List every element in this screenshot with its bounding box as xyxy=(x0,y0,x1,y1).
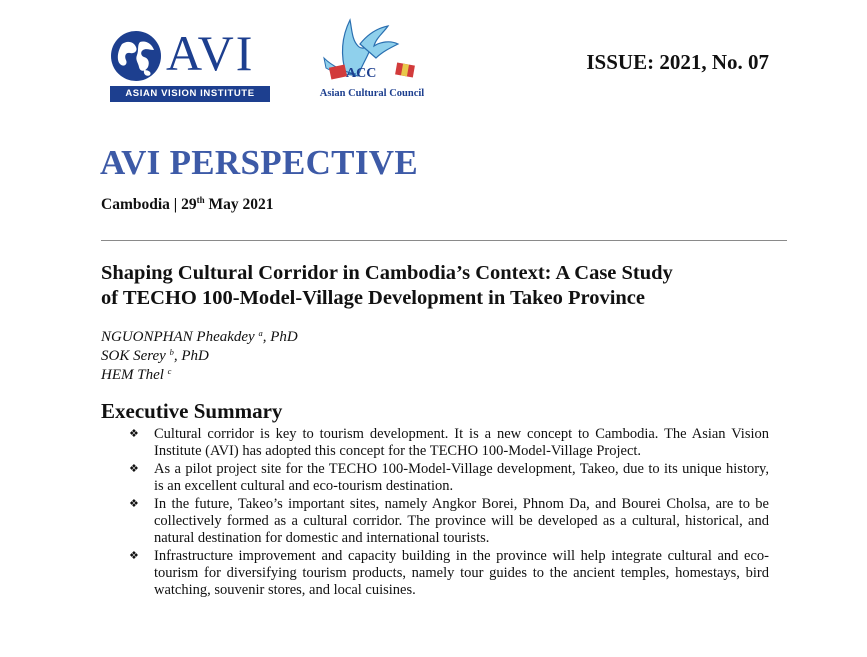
author xyxy=(101,366,298,385)
avi-subtitle: ASIAN VISION INSTITUTE xyxy=(110,86,270,102)
author-degree: , PhD xyxy=(262,329,298,345)
list-item-text: As a pilot project site for the TECHO 100-Model-Village development, Takeo, due to its unique history, is an excellent cultural and eco-tourism destination. xyxy=(154,461,769,494)
list-item xyxy=(129,461,769,495)
author-name: SOK Serey xyxy=(101,348,170,364)
avi-wordmark: AVI xyxy=(166,25,255,81)
globe-icon xyxy=(110,30,162,82)
avi-logo xyxy=(110,25,270,104)
author-affiliation: b xyxy=(169,347,174,357)
author-list xyxy=(101,328,298,385)
acc-abbreviation: ACC xyxy=(346,66,377,81)
list-item-text: In the future, Takeo’s important sites, namely Angkor Borei, Phnom Da, and Bourei Cholsa, are to be collectively formed as a cultural corridor. The province will be developed as a cultural, historical, and natural destination for domestic and international tourists. xyxy=(154,496,769,546)
list-item-text: Infrastructure improvement and capacity building in the province will help integrate cultural and eco-tourism for diversifying tourism products, namely tour guides to the ancient temples, homestays, bird watching, souvenir stores, and local cuisines. xyxy=(154,548,769,598)
author xyxy=(101,328,298,347)
article-title-line-2: of TECHO 100-Model-Village Development in Takeo Province xyxy=(101,287,645,309)
diamond-bullet-icon: ❖ xyxy=(129,428,139,440)
divider xyxy=(101,240,787,241)
author-affiliation: a xyxy=(258,328,263,338)
publication-title: AVI PERSPECTIVE xyxy=(100,143,418,182)
acc-name: Asian Cultural Council xyxy=(319,88,425,99)
author xyxy=(101,347,298,366)
author-degree: , PhD xyxy=(173,348,209,364)
issue-number: ISSUE: 2021, No. 07 xyxy=(586,50,769,74)
article-title-line-1: Shaping Cultural Corridor in Cambodia’s Context: A Case Study xyxy=(101,262,673,284)
dateline xyxy=(101,196,273,214)
section-heading: Executive Summary xyxy=(101,399,283,423)
dateline-sup: th xyxy=(196,195,205,205)
author-affiliation: c xyxy=(167,366,172,376)
diamond-bullet-icon: ❖ xyxy=(129,498,139,510)
author-name: HEM Thel xyxy=(101,367,168,383)
list-item xyxy=(129,548,769,599)
acc-logo xyxy=(316,14,428,104)
list-item xyxy=(129,426,769,460)
list-item xyxy=(129,496,769,547)
author-name: NGUONPHAN Pheakdey xyxy=(101,329,259,345)
diamond-bullet-icon: ❖ xyxy=(129,463,139,475)
list-item-text: Cultural corridor is key to tourism development. It is a new concept to Cambodia. The Asian Vision Institute (AVI) has adopted this concept for the TECHO 100-Model-Village Project. xyxy=(154,426,769,459)
summary-list xyxy=(129,426,769,600)
diamond-bullet-icon: ❖ xyxy=(129,550,139,562)
dateline-suffix: May 2021 xyxy=(204,196,274,213)
article-title xyxy=(101,261,791,311)
dateline-prefix: Cambodia | 29 xyxy=(101,196,197,213)
